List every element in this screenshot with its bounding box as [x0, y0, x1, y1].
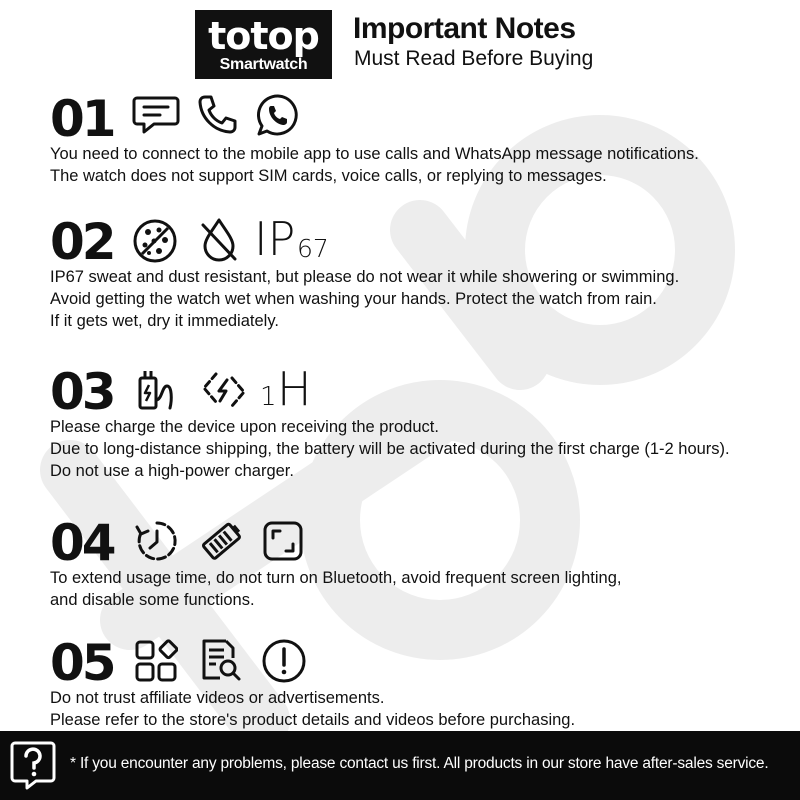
- note-section-05: [50, 634, 795, 731]
- section-number: 04: [50, 514, 114, 572]
- text-line: and disable some functions.: [50, 591, 255, 609]
- message-icon: [132, 95, 180, 135]
- text-line: Please refer to the store's product details and videos before purchasing.: [50, 711, 576, 729]
- page-title: Important Notes: [353, 12, 576, 45]
- note-section-03: [50, 362, 795, 482]
- charging-pad-icon: [200, 368, 248, 412]
- alert-icon: [261, 638, 307, 684]
- text-line: To extend usage time, do not turn on Bluetooth, avoid frequent screen lighting,: [50, 569, 622, 587]
- apps-icon: [134, 639, 178, 683]
- logo-text: totop: [208, 14, 319, 58]
- charge-time-number: 1: [260, 382, 277, 412]
- help-icon: [10, 740, 56, 790]
- dust-icon: [132, 218, 178, 264]
- battery-icon: [200, 517, 246, 563]
- section-number: 05: [50, 634, 114, 692]
- section-text: [50, 687, 795, 731]
- no-water-icon: [198, 217, 240, 263]
- section-text: [50, 416, 795, 482]
- brand-logo: [195, 10, 332, 79]
- note-section-01: [50, 90, 795, 187]
- section-number: 02: [50, 213, 114, 271]
- phone-icon: [196, 94, 238, 136]
- page-subtitle: Must Read Before Buying: [354, 47, 594, 70]
- timer-icon: [135, 519, 179, 563]
- charge-time-unit: H: [277, 362, 312, 416]
- text-line: IP67 sweat and dust resistant, but please do not wear it while showering or swimming.: [50, 268, 680, 286]
- note-section-04: [50, 514, 795, 611]
- header: [195, 10, 615, 80]
- section-text: [50, 143, 795, 187]
- text-line: Due to long-distance shipping, the battery will be activated during the first charge (1-2 hours).: [50, 440, 730, 458]
- text-line: Please charge the device upon receiving the product.: [50, 418, 439, 436]
- text-line: Do not trust affiliate videos or advertisements.: [50, 689, 385, 707]
- whatsapp-icon: [256, 93, 300, 137]
- ip-rating-value: 67: [297, 234, 329, 263]
- document-search-icon: [198, 638, 242, 682]
- screen-icon: [262, 520, 304, 562]
- text-line: If it gets wet, dry it immediately.: [50, 312, 279, 330]
- charger-icon: [136, 368, 182, 412]
- text-line: The watch does not support SIM cards, voice calls, or replying to messages.: [50, 167, 607, 185]
- logo-subtitle: Smartwatch: [219, 56, 308, 73]
- section-text: [50, 567, 795, 611]
- section-text: [50, 266, 795, 332]
- section-number: 01: [50, 90, 114, 148]
- footer-text: * If you encounter any problems, please contact us first. All products in our store have after-sales service.: [70, 755, 769, 772]
- footer-banner: [0, 731, 800, 800]
- note-section-02: [50, 212, 795, 332]
- ip-rating-label: IP: [254, 212, 296, 266]
- section-number: 03: [50, 363, 114, 421]
- text-line: Avoid getting the watch wet when washing your hands. Protect the watch from rain.: [50, 290, 657, 308]
- text-line: You need to connect to the mobile app to use calls and WhatsApp message notifications.: [50, 145, 699, 163]
- text-line: Do not use a high-power charger.: [50, 462, 294, 480]
